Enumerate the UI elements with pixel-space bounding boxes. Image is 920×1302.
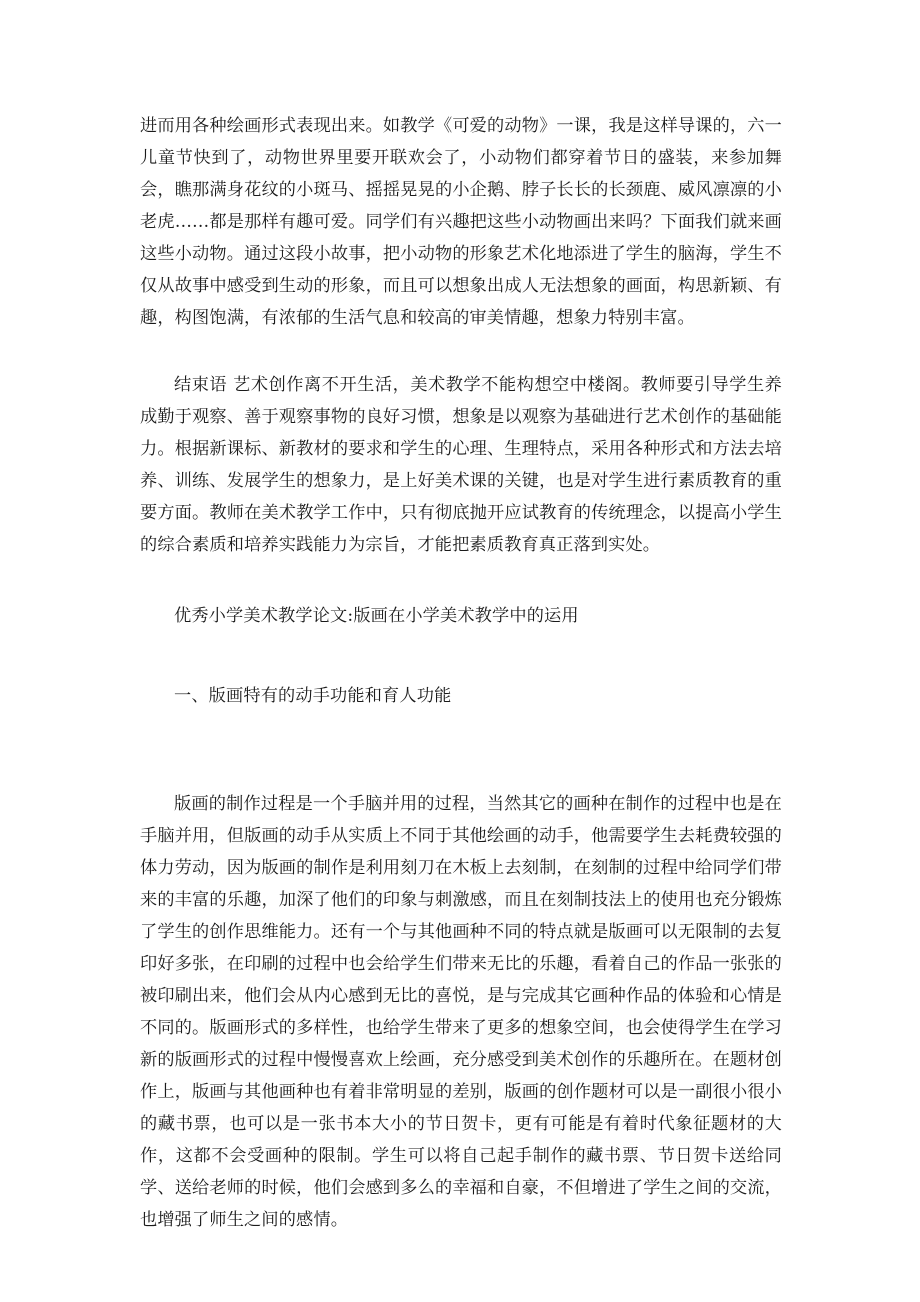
body-paragraph-animals-lesson: 进而用各种绘画形式表现出来。如教学《可爱的动物》一课，我是这样导课的，六一儿童节快到了，动物世界里要开联欢会了，小动物们都穿着节日的盛装，来参加舞会，瞧那满身花纹的小斑马、摇摇晃晃的小企鹅、脖子长长的长颈鹿、威风凛凛的小老虎……都是那样有趣可爱。同学们有兴趣把这些小动物画出来吗？下面我们就来画这些小动物。通过这段小故事，把小动物的形象艺术化地添进了学生的脑海，学生不仅从故事中感受到生动的形象，而且可以想象出成人无法想象的画面，构思新颖、有趣，构图饱满，有浓郁的生活气息和较高的审美情趣，想象力特别丰富。 — [140, 116, 782, 328]
section-heading: 一、版画特有的动手功能和育人功能 — [174, 686, 452, 706]
article-title: 优秀小学美术教学论文:版画在小学美术教学中的运用 — [174, 606, 579, 626]
body-paragraph-printmaking: 版画的制作过程是一个手脑并用的过程，当然其它的画种在制作的过程中也是在手脑并用，但版画的动手从实质上不同于其他绘画的动手，他需要学生去耗费较强的体力劳动，因为版画的制作是利用刻刀在木板上去刻制，在刻制的过程中给同学们带来的丰富的乐趣，加深了他们的印象与刺激感，而且在刻制技法上的使用也充分锻炼了学生的创作思维能力。还有一个与其他画种不同的特点就是版画可以无限制的去复印好多张，在印刷的过程中也会给学生们带来无比的乐趣，看着自己的作品一张张的被印刷出来，他们会从内心感到无比的喜悦，是与完成其它画种作品的体验和心情是不同的。版画形式的多样性，也给学生带来了更多的想象空间，也会使得学生在学习新的版画形式的过程中慢慢喜欢上绘画，充分感受到美术创作的乐趣所在。在题材创作上，版画与其他画种也有着非常明显的差别，版画的创作题材可以是一副很小很小的藏书票，也可以是一张书本大小的节日贺卡，更有可能是有着时代象征题材的大作，这都不会受画种的限制。学生可以将自己起手制作的藏书票、节日贺卡送给同学、送给老师的时候，他们会感到多么的幸福和自豪，不但增进了学生之间的交流，也增强了师生之间的感情。 — [140, 794, 782, 1230]
body-paragraph-conclusion: 结束语 艺术创作离不开生活，美术教学不能构想空中楼阁。教师要引导学生养成勤于观察、善于观察事物的良好习惯，想象是以观察为基础进行艺术创作的基础能力。根据新课标、新教材的要求和学生的心理、生理特点，采用各种形式和方法去培养、训练、发展学生的想象力，是上好美术课的关键，也是对学生进行素质教育的重要方面。教师在美术教学工作中，只有彻底抛开应试教育的传统理念，以提高小学生的综合素质和培养实践能力为宗旨，才能把素质教育真正落到实处。 — [140, 375, 782, 555]
